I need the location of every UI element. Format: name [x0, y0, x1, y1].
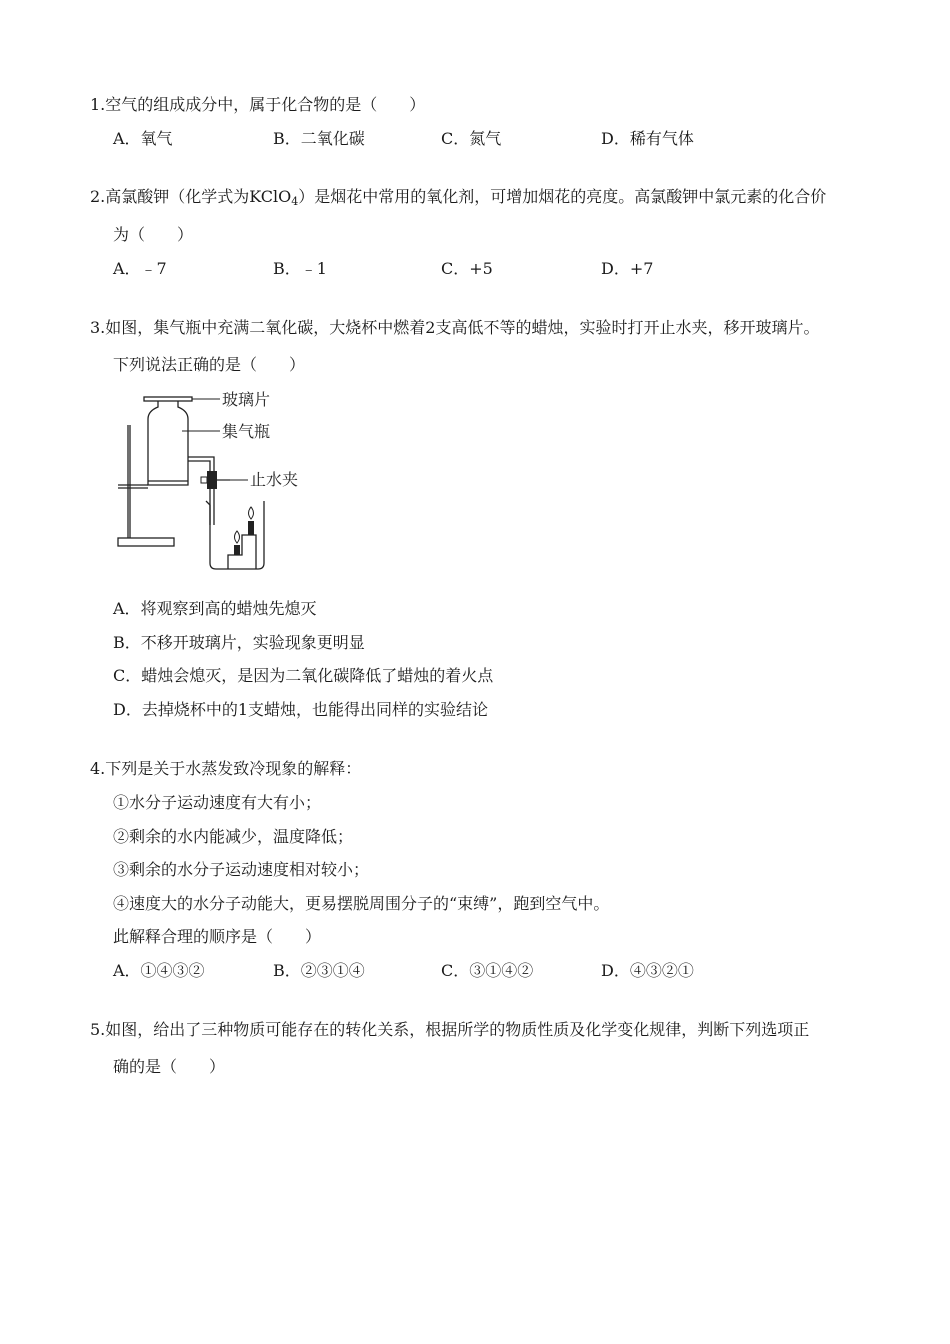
gas-bottle	[148, 401, 188, 485]
q2-stem-subscript: 4	[291, 195, 299, 208]
q2-option-c: C．+5	[441, 259, 493, 278]
q4-stem: 4.下列是关于水蒸发致冷现象的解释：	[90, 759, 362, 778]
tall-candle	[248, 521, 254, 535]
q4-question: 此解释合理的顺序是（ ）	[113, 927, 322, 946]
q3-stem: 3.如图，集气瓶中充满二氧化碳，大烧杯中燃着2支高低不等的蜡烛，实验时打开止水夹，移开玻璃片。	[90, 318, 820, 337]
q4-item-3: ③剩余的水分子运动速度相对较小；	[113, 860, 370, 879]
q2-option-d: D．+7	[601, 259, 654, 278]
q5-stem-line2: 确的是（ ）	[113, 1057, 226, 1076]
q2-option-a: A．﹣7	[113, 259, 167, 278]
stand-base	[118, 538, 174, 546]
label-water-clamp: 止水夹	[250, 470, 299, 489]
water-clamp	[207, 471, 217, 489]
q2-stem-part2: ）是烟花中常用的氧化剂，可增加烟花的亮度。高氯酸钾中氯元素的化合价	[298, 187, 827, 206]
q1-option-b: B．二氧化碳	[273, 129, 365, 148]
label-glass-plate: 玻璃片	[222, 390, 271, 409]
q3-option-a: A．将观察到高的蜡烛先熄灭	[113, 599, 317, 618]
q1-option-d: D．稀有气体	[601, 129, 694, 148]
q3-stem-line2: 下列说法正确的是（ ）	[113, 355, 306, 374]
q4-option-d: D．④③②①	[601, 961, 694, 980]
short-candle	[234, 545, 240, 555]
q2-stem	[90, 187, 826, 212]
q4-item-2: ②剩余的水内能减少，温度降低；	[113, 827, 354, 846]
q2-option-b: B．﹣1	[273, 259, 327, 278]
q4-item-4: ④速度大的水分子动能大，更易摆脱周围分子的“束缚”，跑到空气中。	[113, 894, 610, 913]
q5-stem: 5.如图，给出了三种物质可能存在的转化关系，根据所学的物质性质及化学变化规律，判断下列选项正	[90, 1020, 810, 1039]
q1-option-a: A．氧气	[113, 129, 173, 148]
q1-stem: 1.空气的组成成分中，属于化合物的是（ ）	[90, 95, 426, 114]
q4-item-1: ①水分子运动速度有大有小；	[113, 793, 322, 812]
label-gas-bottle: 集气瓶	[222, 422, 271, 441]
q4-option-b: B．②③①④	[273, 961, 365, 980]
q1-option-c: C．氮气	[441, 129, 502, 148]
q3-option-b: B．不移开玻璃片，实验现象更明显	[113, 633, 365, 652]
q2-stem-line2: 为（ ）	[113, 225, 194, 244]
glass-plate	[144, 397, 192, 401]
q2-stem-part1: 2.高氯酸钾（化学式为KClO	[90, 187, 292, 206]
q3-option-c: C．蜡烛会熄灭，是因为二氧化碳降低了蜡烛的着火点	[113, 666, 494, 685]
q4-option-a: A．①④③②	[113, 961, 205, 980]
q4-option-c: C．③①④②	[441, 961, 534, 980]
q3-apparatus-figure	[110, 385, 330, 580]
q3-option-d: D．去掉烧杯中的1支蜡烛，也能得出同样的实验结论	[113, 700, 489, 719]
